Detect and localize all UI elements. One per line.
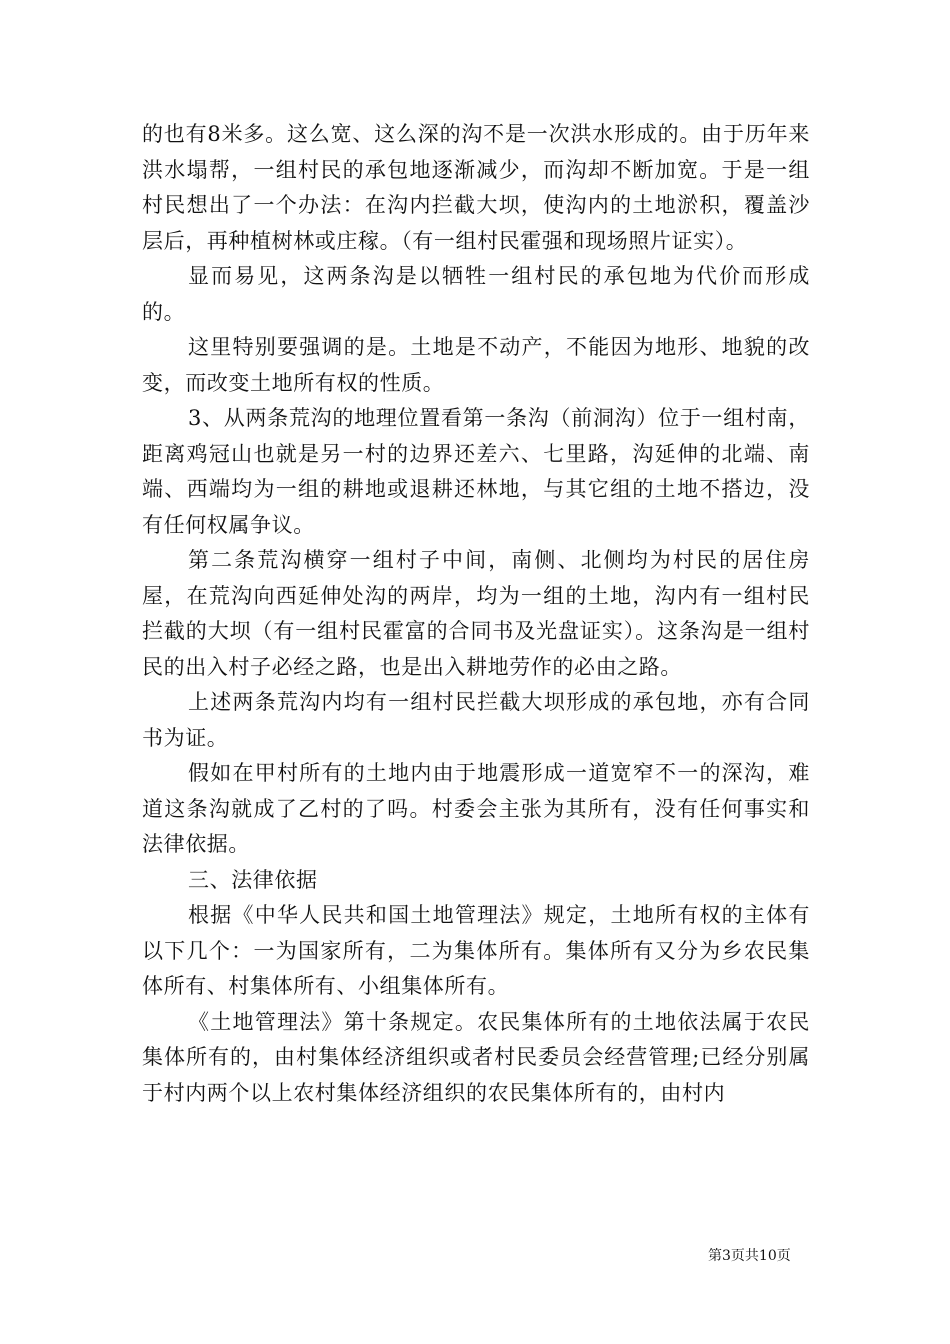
- paragraph-9: 根据《中华人民共和国土地管理法》规定，土地所有权的主体有以下几个：一为国家所有，二为集体所有。集体所有又分为乡农民集体所有、村集体所有、小组集体所有。: [142, 903, 810, 998]
- paragraph-1: 的也有8米多。这么宽、这么深的沟不是一次洪水形成的。由于历年来洪水塌帮，一组村民的承包地逐渐减少，而沟却不断加宽。于是一组村民想出了一个办法：在沟内拦截大坝，使沟内的土地淤积，覆盖沙层后，再种植树林或庄稼。（有一组村民霍强和现场照片证实）。: [142, 122, 810, 253]
- paragraph-6: 上述两条荒沟内均有一组村民拦截大坝形成的承包地，亦有合同书为证。: [142, 690, 810, 750]
- section-heading-legal-basis: 三、法律依据: [188, 867, 318, 892]
- paragraph-7: 假如在甲村所有的土地内由于地震形成一道宽窄不一的深沟，难道这条沟就成了乙村的了吗。村委会主张为其所有，没有任何事实和法律依据。: [142, 761, 810, 856]
- paragraph-3: 这里特别要强调的是。土地是不动产，不能因为地形、地貌的改变，而改变土地所有权的性质。: [142, 335, 810, 395]
- document-body: [142, 117, 810, 1111]
- page-number-footer: 第3页共10页: [708, 1248, 791, 1264]
- paragraph-2: 显而易见，这两条沟是以牺牲一组村民的承包地为代价而形成的。: [142, 264, 810, 324]
- paragraph-5: 第二条荒沟横穿一组村子中间，南侧、北侧均为村民的居住房屋，在荒沟向西延伸处沟的两岸，均为一组的土地，沟内有一组村民拦截的大坝（有一组村民霍富的合同书及光盘证实）。这条沟是一组村民的出入村子必经之路，也是出入耕地劳作的必由之路。: [142, 548, 810, 679]
- paragraph-10: 《土地管理法》第十条规定。农民集体所有的土地依法属于农民集体所有的，由村集体经济组织或者村民委员会经营管理;已经分别属于村内两个以上农村集体经济组织的农民集体所有的，由村内: [142, 1009, 810, 1105]
- paragraph-4: 3、从两条荒沟的地理位置看第一条沟（前洞沟）位于一组村南，距离鸡冠山也就是另一村的边界还差六、七里路，沟延伸的北端、南端、西端均为一组的耕地或退耕还林地，与其它组的土地不搭边，没有任何权属争议。: [142, 406, 810, 537]
